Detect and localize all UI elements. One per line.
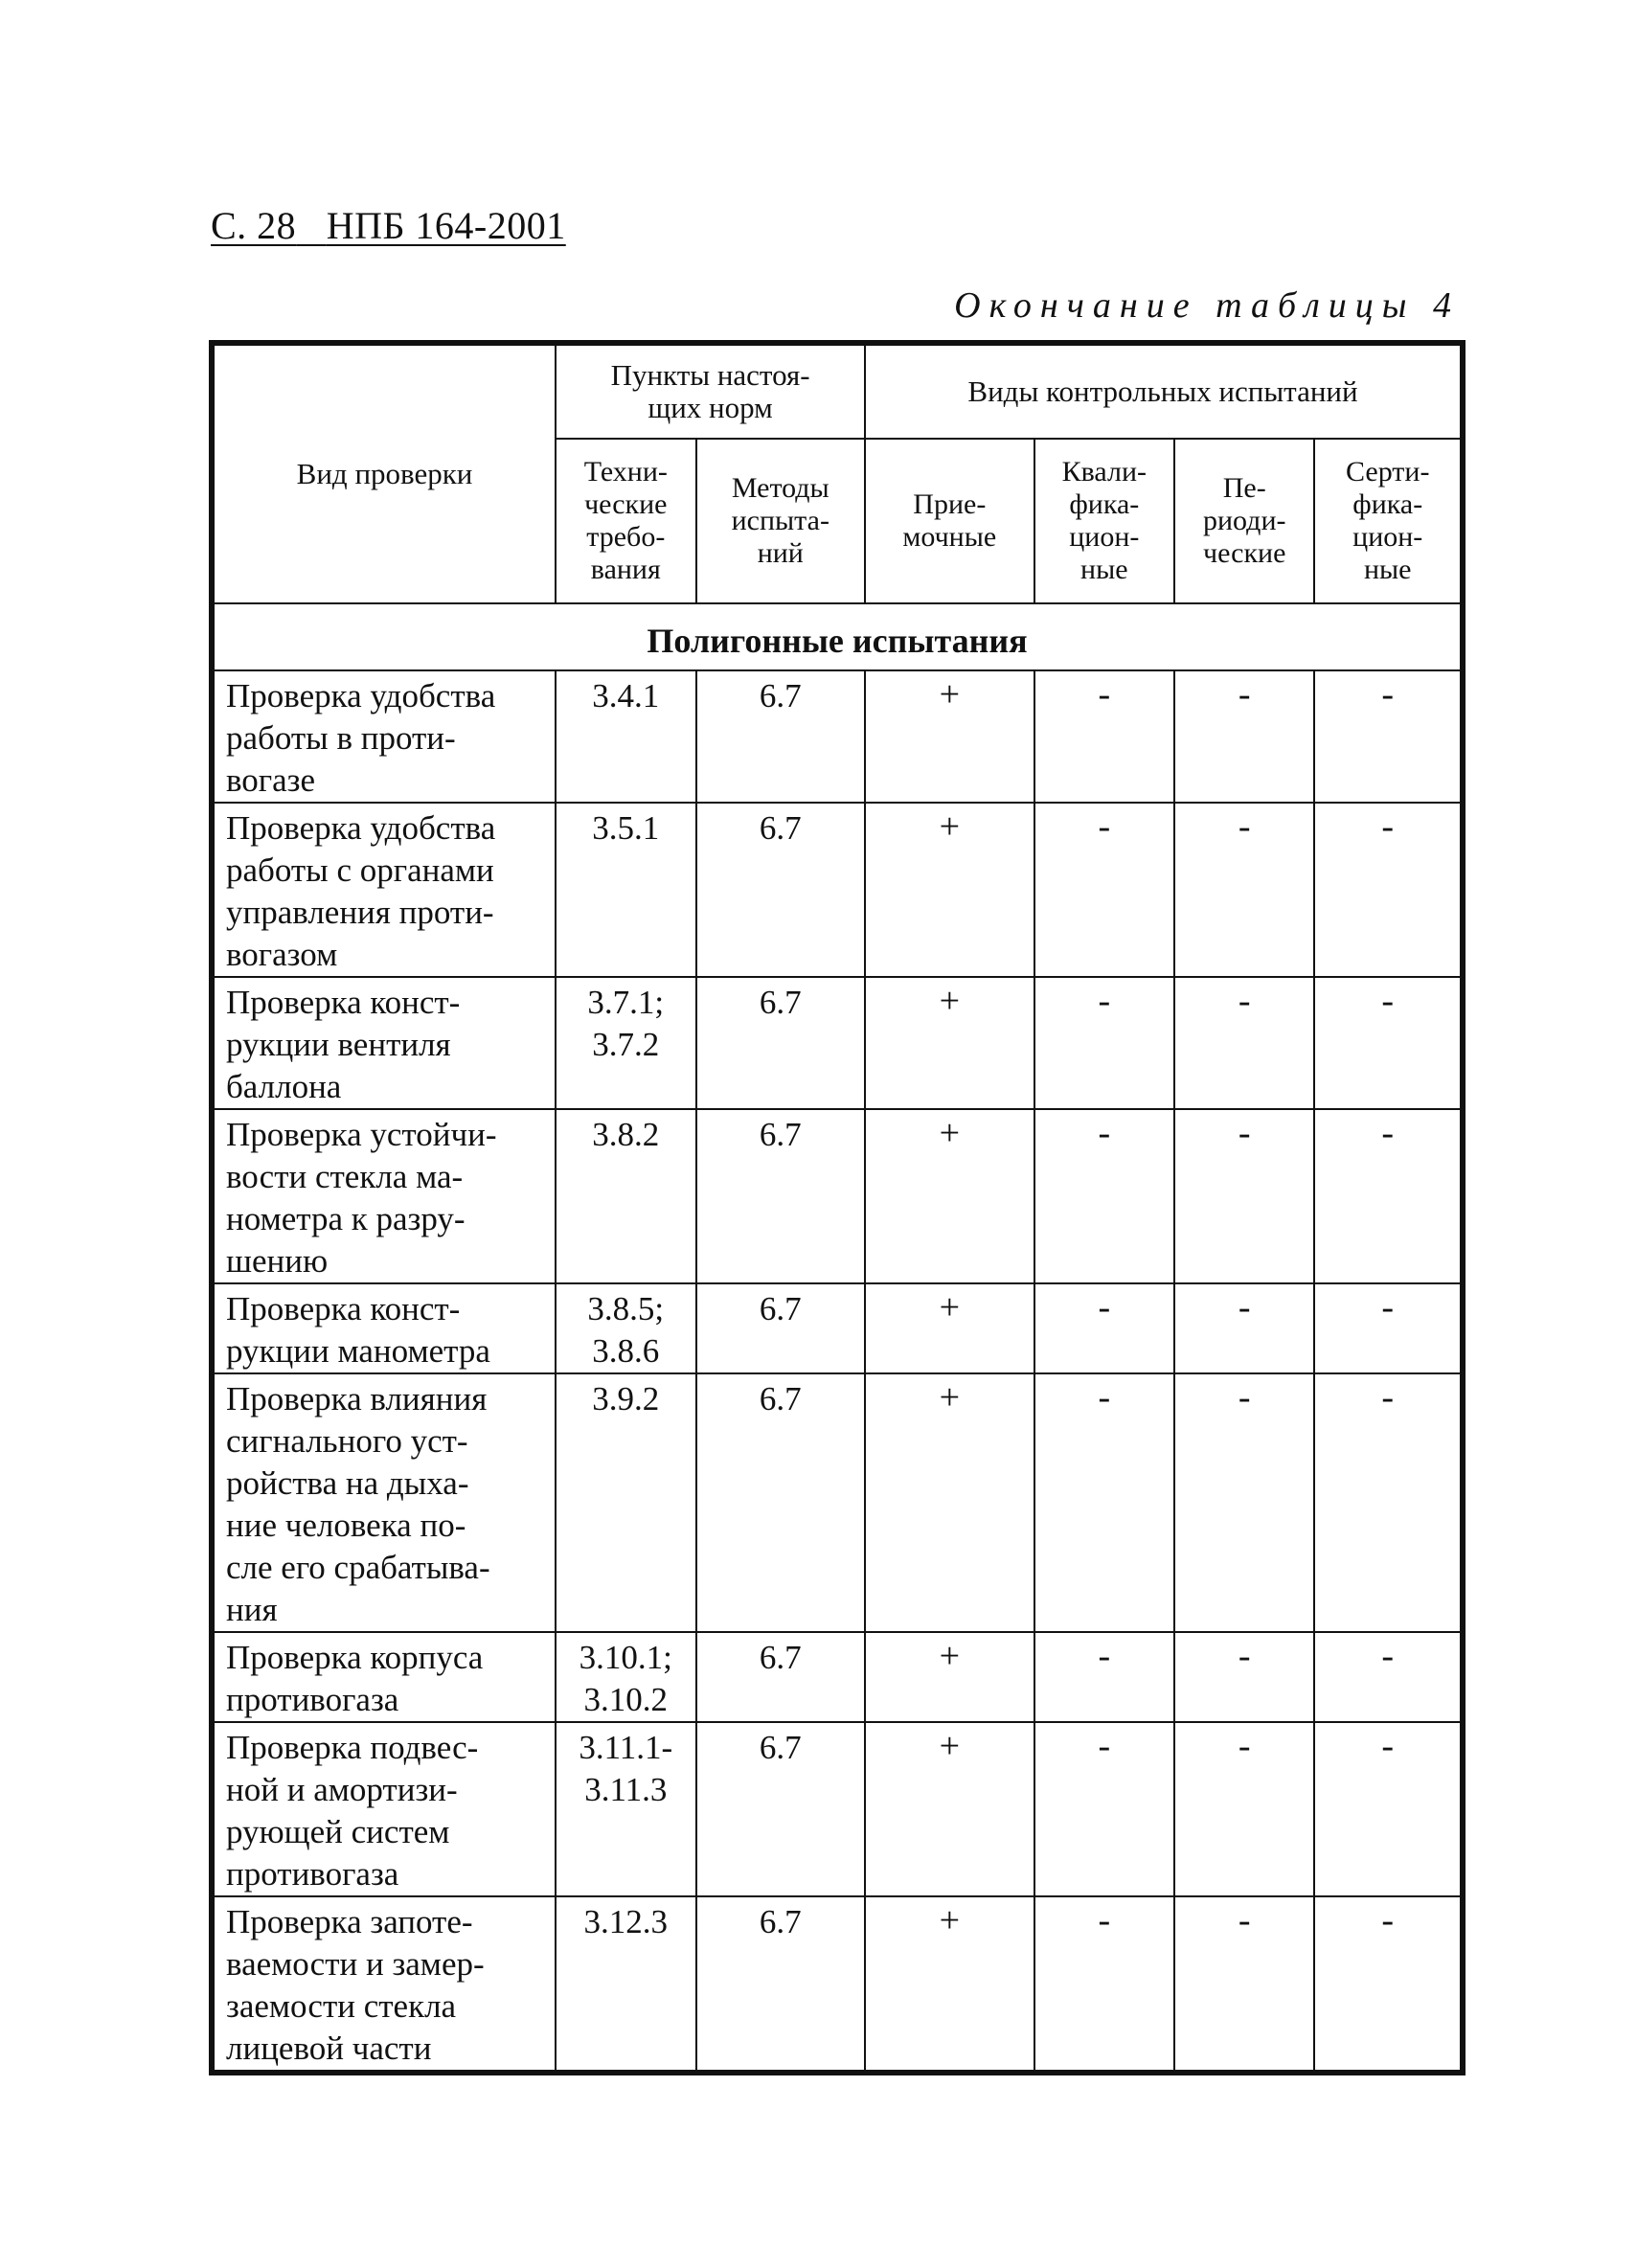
row-tech-requirements: 3.4.1 [556, 670, 695, 803]
row-test-method: 6.7 [696, 1373, 866, 1632]
row-qualification-mark: - [1034, 1373, 1174, 1632]
row-qualification-mark: - [1034, 670, 1174, 803]
table-row [214, 1283, 1461, 1373]
row-acceptance-mark: + [865, 1109, 1034, 1283]
page-header [211, 203, 566, 248]
table-row [214, 803, 1461, 977]
row-tech-requirements: 3.12.3 [556, 1896, 695, 2071]
row-periodic-mark: - [1174, 1283, 1314, 1373]
row-qualification-mark: - [1034, 803, 1174, 977]
row-qualification-mark: - [1034, 1896, 1174, 2071]
row-check-name: Проверка конст- рукции манометра [214, 1283, 556, 1373]
row-qualification-mark: - [1034, 1632, 1174, 1722]
row-certification-mark: - [1314, 670, 1461, 803]
row-certification-mark: - [1314, 1283, 1461, 1373]
row-acceptance-mark: + [865, 670, 1034, 803]
row-test-method: 6.7 [696, 803, 866, 977]
row-test-method: 6.7 [696, 977, 866, 1109]
row-qualification-mark: - [1034, 1109, 1174, 1283]
row-check-name: Проверка удобства работы с органами управления проти- вогазом [214, 803, 556, 977]
header-check-type: Вид проверки [214, 345, 556, 603]
row-acceptance-mark: + [865, 803, 1034, 977]
inspection-table [209, 340, 1466, 2075]
row-certification-mark: - [1314, 1722, 1461, 1896]
header-periodic: Пе- риоди- ческие [1174, 439, 1314, 603]
row-periodic-mark: - [1174, 803, 1314, 977]
header-test-methods: Методы испыта- ний [696, 439, 866, 603]
row-periodic-mark: - [1174, 1896, 1314, 2071]
row-certification-mark: - [1314, 803, 1461, 977]
row-tech-requirements: 3.11.1- 3.11.3 [556, 1722, 695, 1896]
table-row [214, 977, 1461, 1109]
row-check-name: Проверка конст- рукции вентиля баллона [214, 977, 556, 1109]
row-check-name: Проверка удобства работы в проти- вогазе [214, 670, 556, 803]
row-tech-requirements: 3.8.2 [556, 1109, 695, 1283]
row-acceptance-mark: + [865, 1632, 1034, 1722]
row-check-name: Проверка влияния сигнального уст- ройства на дыха- ние человека по- сле его срабатыва- ния [214, 1373, 556, 1632]
table-row [214, 1109, 1461, 1283]
row-check-name: Проверка подвес- ной и амортизи- рующей систем противогаза [214, 1722, 556, 1896]
row-tech-requirements: 3.10.1; 3.10.2 [556, 1632, 695, 1722]
header-certification: Серти- фика- цион- ные [1314, 439, 1461, 603]
row-check-name: Проверка устойчи- вости стекла ма- нометра к разру- шению [214, 1109, 556, 1283]
table-row [214, 1632, 1461, 1722]
row-test-method: 6.7 [696, 670, 866, 803]
row-periodic-mark: - [1174, 977, 1314, 1109]
header-tech-requirements: Техни- ческие требо- вания [556, 439, 695, 603]
row-certification-mark: - [1314, 1109, 1461, 1283]
row-test-method: 6.7 [696, 1896, 866, 2071]
table-row [214, 1722, 1461, 1896]
row-test-method: 6.7 [696, 1722, 866, 1896]
row-periodic-mark: - [1174, 670, 1314, 803]
page-number: С. 28 [211, 204, 297, 247]
row-tech-requirements: 3.8.5; 3.8.6 [556, 1283, 695, 1373]
header-norm-points: Пункты настоя- щих норм [556, 345, 865, 439]
row-periodic-mark: - [1174, 1109, 1314, 1283]
row-certification-mark: - [1314, 1373, 1461, 1632]
header-acceptance: Прие- мочные [865, 439, 1034, 603]
table-caption: Окончание таблицы 4 [954, 285, 1460, 326]
row-tech-requirements: 3.7.1; 3.7.2 [556, 977, 695, 1109]
row-periodic-mark: - [1174, 1373, 1314, 1632]
document-code: НПБ 164-2001 [326, 204, 566, 247]
row-test-method: 6.7 [696, 1632, 866, 1722]
header-qualification: Квали- фика- цион- ные [1034, 439, 1174, 603]
row-acceptance-mark: + [865, 977, 1034, 1109]
group-title: Полигонные испытания [214, 603, 1461, 670]
row-certification-mark: - [1314, 1632, 1461, 1722]
row-test-method: 6.7 [696, 1283, 866, 1373]
table-row [214, 1896, 1461, 2071]
row-certification-mark: - [1314, 977, 1461, 1109]
row-tech-requirements: 3.5.1 [556, 803, 695, 977]
row-certification-mark: - [1314, 1896, 1461, 2071]
row-qualification-mark: - [1034, 1283, 1174, 1373]
row-tech-requirements: 3.9.2 [556, 1373, 695, 1632]
row-qualification-mark: - [1034, 1722, 1174, 1896]
row-acceptance-mark: + [865, 1896, 1034, 2071]
row-acceptance-mark: + [865, 1373, 1034, 1632]
row-acceptance-mark: + [865, 1722, 1034, 1896]
row-check-name: Проверка запоте- ваемости и замер- заемости стекла лицевой части [214, 1896, 556, 2071]
row-acceptance-mark: + [865, 1283, 1034, 1373]
table-row [214, 1373, 1461, 1632]
row-check-name: Проверка корпуса противогаза [214, 1632, 556, 1722]
row-periodic-mark: - [1174, 1722, 1314, 1896]
row-qualification-mark: - [1034, 977, 1174, 1109]
table-row [214, 670, 1461, 803]
row-test-method: 6.7 [696, 1109, 866, 1283]
row-periodic-mark: - [1174, 1632, 1314, 1722]
header-test-kinds: Виды контрольных испытаний [865, 345, 1461, 439]
